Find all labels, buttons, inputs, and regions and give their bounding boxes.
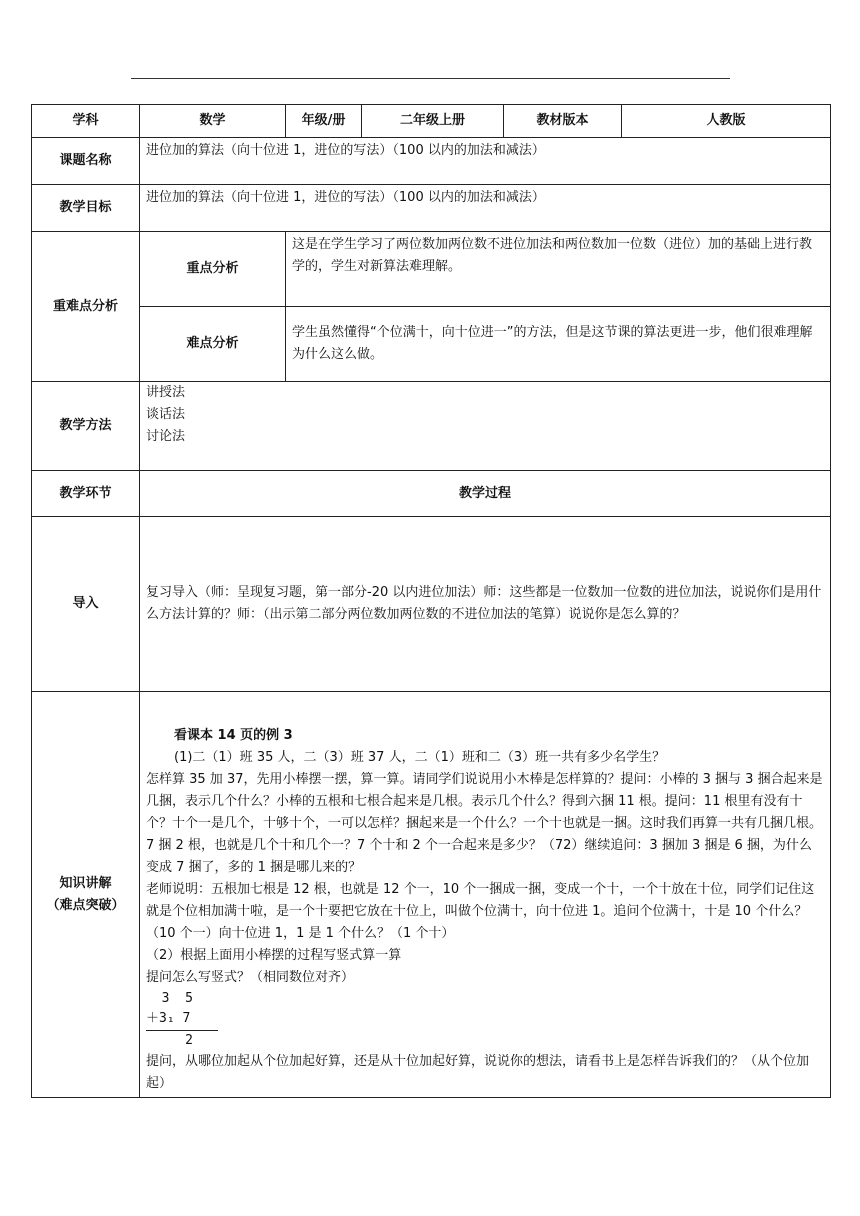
lesson-title-value: 进位加的算法（向十位进 1，进位的写法）（100 以内的加法和减法） [140,138,831,185]
edition-value: 人教版 [622,105,831,138]
intro-text: 复习导入（师：呈现复习题，第一部分-20 以内进位加法）师：这些都是一位数加一位数的进位加法，说说你们是用什么方法计算的？师：（出示第二部分两位数加两位数的不进位加法的笔算）说说你是怎么算的？ [140,517,831,692]
hard-point-value: 学生虽然懂得“个位满十，向十位进一”的方法，但是这节课的算法更进一步，他们很难理解为什么这么做。 [286,307,831,382]
grade-label: 年级/册 [286,105,362,138]
lesson-plan-table [31,104,831,1098]
vertical-calculation [146,989,824,1051]
method-item: 谈话法 [146,407,186,422]
difficulty-label: 重难点分析 [32,232,140,382]
subject-value: 数学 [140,105,286,138]
teaching-goal-label: 教学目标 [32,185,140,232]
process-stage-label: 教学环节 [32,471,140,517]
process-header-row [32,471,831,517]
methods-row [32,382,831,471]
methods-list [140,382,831,471]
knowledge-label-line1: 知识讲解 [59,875,112,891]
intro-row [32,517,831,692]
knowledge-label [32,692,140,1098]
key-point-row [32,232,831,307]
method-item: 讲授法 [146,385,186,400]
knowledge-paragraph: 提问，从哪位加起从个位加起好算，还是从十位加起好算，说说你的想法，请看书上是怎样告诉我们的？（从个位加起） [146,1054,810,1091]
teaching-goal-row [32,185,831,232]
process-title: 教学过程 [140,471,831,517]
vertical-line: ＋3₁ 7 [146,1011,191,1026]
knowledge-paragraph: 怎样算 35 加 37，先用小棒摆一摆，算一算。请同学们说说用小木棒是怎样算的？提问：小棒的 3 捆与 3 捆合起来是几捆，表示几个什么？小棒的五根和七根合起来是几根。表示几个什么？得到六捆 11 根。提问：11 根里有没有十个？十个一是几个，十够十个，一可以怎样？捆起来是一个什么？一个十也就是一捆。这时我们再算一共有几捆几根。7 捆 2 根，也就是几个十和几个一？7 个十和 2 个一合起来是多少？（72）继续追问：3 捆加 3 捆是 6 捆，为什么变成 7 捆了，多的 1 捆是哪儿来的？ [146,772,823,875]
key-point-value: 这是在学生学习了两位数加两位数不进位加法和两位数加一位数（进位）加的基础上进行教学的，学生对新算法难理解。 [286,232,831,307]
knowledge-heading: 看课本 14 页的例 3 [174,728,293,743]
method-item: 讨论法 [146,429,186,444]
knowledge-paragraph: 提问怎么写竖式？（相同数位对齐） [146,970,355,985]
knowledge-row [32,692,831,1098]
knowledge-paragraph: （2）根据上面用小棒摆的过程写竖式算一算 [146,948,402,963]
lesson-title-row [32,138,831,185]
knowledge-label-line2: （难点突破） [46,897,125,913]
knowledge-paragraph: 老师说明：五根加七根是 12 根，也就是 12 个一，10 个一捆成一捆，变成一个十，一个十放在十位，同学们记住这就是个位相加满十啦，是一个十要把它放在十位上，叫做个位满十，向十位进 1。追问个位满十，十是 10 个什么？（10 个一）向十位进 1，1 是 1 个什么？（1 个十） [146,882,815,941]
grade-value: 二年级上册 [362,105,504,138]
edition-label: 教材版本 [504,105,622,138]
header-rule [131,78,730,79]
methods-label: 教学方法 [32,382,140,471]
vertical-line: 2 [146,1033,193,1048]
hard-point-label: 难点分析 [140,307,286,382]
lesson-title-label: 课题名称 [32,138,140,185]
key-point-label: 重点分析 [140,232,286,307]
vertical-line: 3 5 [146,991,193,1006]
subject-label: 学科 [32,105,140,138]
knowledge-content [140,692,831,1098]
knowledge-paragraph: (1)二（1）班 35 人，二（3）班 37 人，二（1）班和二（3）班一共有多少名学生？ [174,750,666,765]
hard-point-row [32,307,831,382]
teaching-goal-value: 进位加的算法（向十位进 1，进位的写法）（100 以内的加法和减法） [140,185,831,232]
intro-label: 导入 [32,517,140,692]
header-row [32,105,831,138]
